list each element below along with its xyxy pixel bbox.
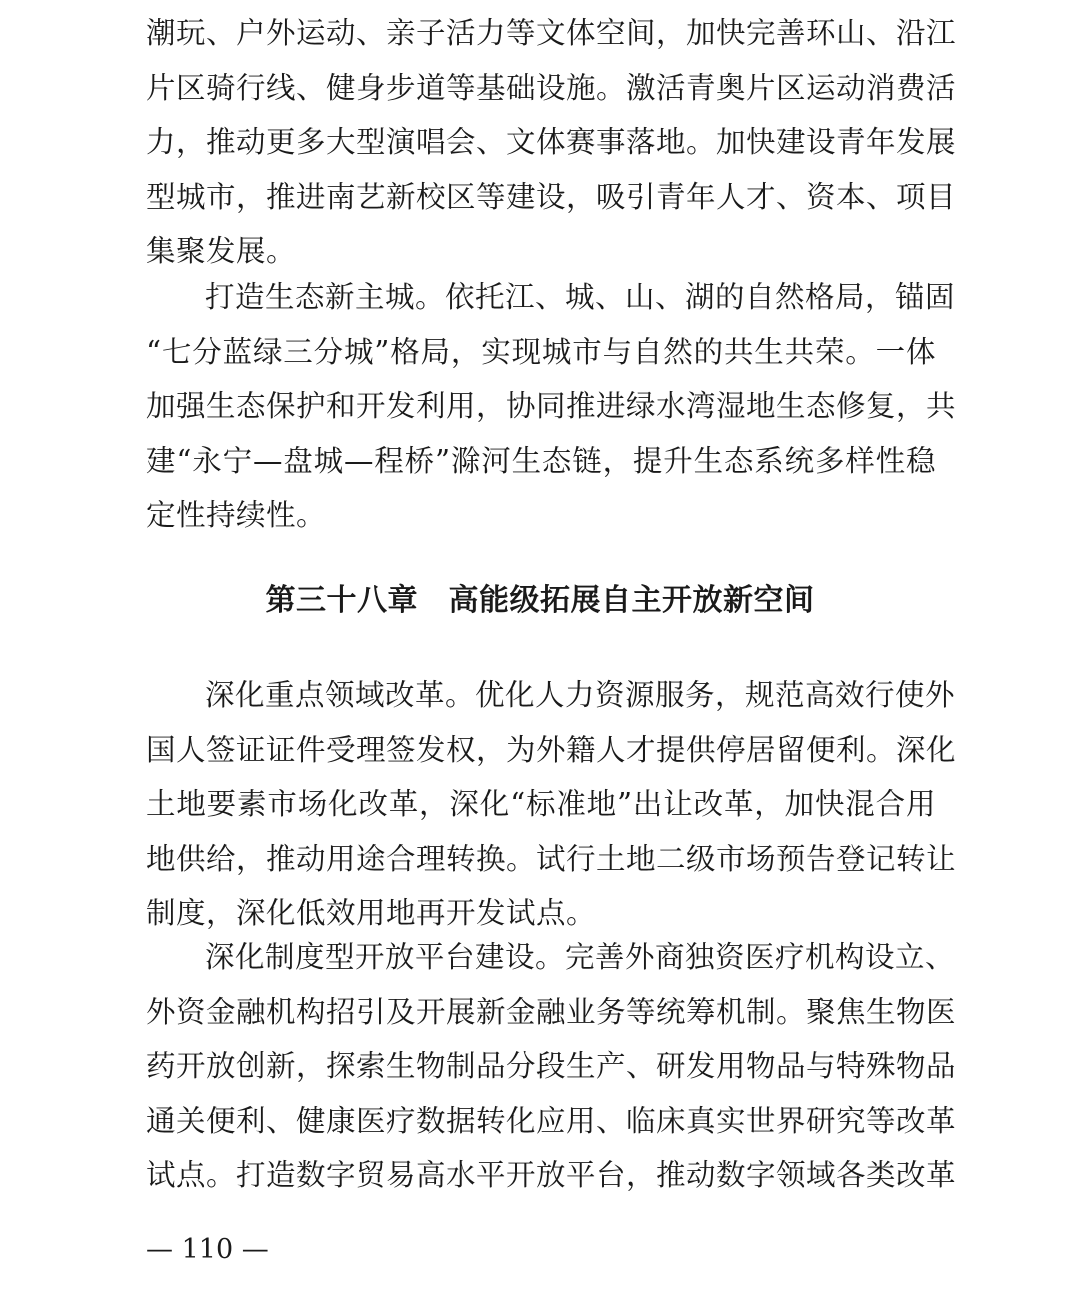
text-line: 外资金融机构招引及开展新金融业务等统筹机制。聚焦生物医 [146, 994, 957, 1029]
text-line: 土地要素市场化改革，深化“标准地”出让改革，加快混合用 [146, 787, 936, 821]
text-line: 力，推动更多大型演唱会、文体赛事落地。加快建设青年发展 [146, 125, 957, 159]
text-line: 试点。打造数字贸易高水平开放平台，推动数字领域各类改革 [146, 1158, 957, 1192]
text-line: 国人签证证件受理签发权，为外籍人才提供停居留便利。深化 [146, 732, 957, 767]
text-line: “七分蓝绿三分城”格局，实现城市与自然的共生共荣。一体 [146, 334, 936, 369]
page-number-text: — 110 — [146, 1234, 269, 1265]
text-line: 定性持续性。 [146, 498, 327, 532]
text-line: 药开放创新，探索生物制品分段生产、研发用物品与特殊物品 [146, 1049, 957, 1083]
text-line: 型城市，推进南艺新校区等建设，吸引青年人才、资本、项目 [146, 179, 957, 214]
page-number [0, 1196, 1080, 1304]
text-line: 集聚发展。 [146, 234, 297, 268]
text-line: 潮玩、户外运动、亲子活力等文体空间，加快完善环山、沿江 [146, 16, 957, 50]
text-line: 片区骑行线、健身步道等基础设施。激活青奥片区运动消费活 [146, 70, 957, 105]
paragraph-ecology [146, 270, 957, 543]
paragraph-reform [146, 668, 957, 941]
text-line: 加强生态保护和开发利用，协同推进绿水湾湿地生态修复，共 [146, 389, 957, 423]
paragraph-opening-platform [146, 930, 957, 1203]
text-line: 深化制度型开放平台建设。完善外商独资医疗机构设立、 [205, 940, 956, 974]
text-line: 地供给，推动用途合理转换。试行土地二级市场预告登记转让 [146, 841, 957, 876]
text-line: 建“永宁—盘城—程桥”滁河生态链，提升生态系统多样性稳 [146, 443, 936, 478]
text-line: 通关便利、健康医疗数据转化应用、临床真实世界研究等改革 [146, 1103, 957, 1138]
text-line: 深化重点领域改革。优化人力资源服务，规范高效行使外 [205, 678, 956, 712]
text-line: 制度，深化低效用地再开发试点。 [146, 896, 597, 930]
chapter-title: 第三十八章 高能级拓展自主开放新空间 [265, 583, 815, 618]
paragraph-continuation [146, 6, 957, 279]
text-line: 打造生态新主城。依托江、城、山、湖的自然格局，锚固 [205, 280, 956, 314]
